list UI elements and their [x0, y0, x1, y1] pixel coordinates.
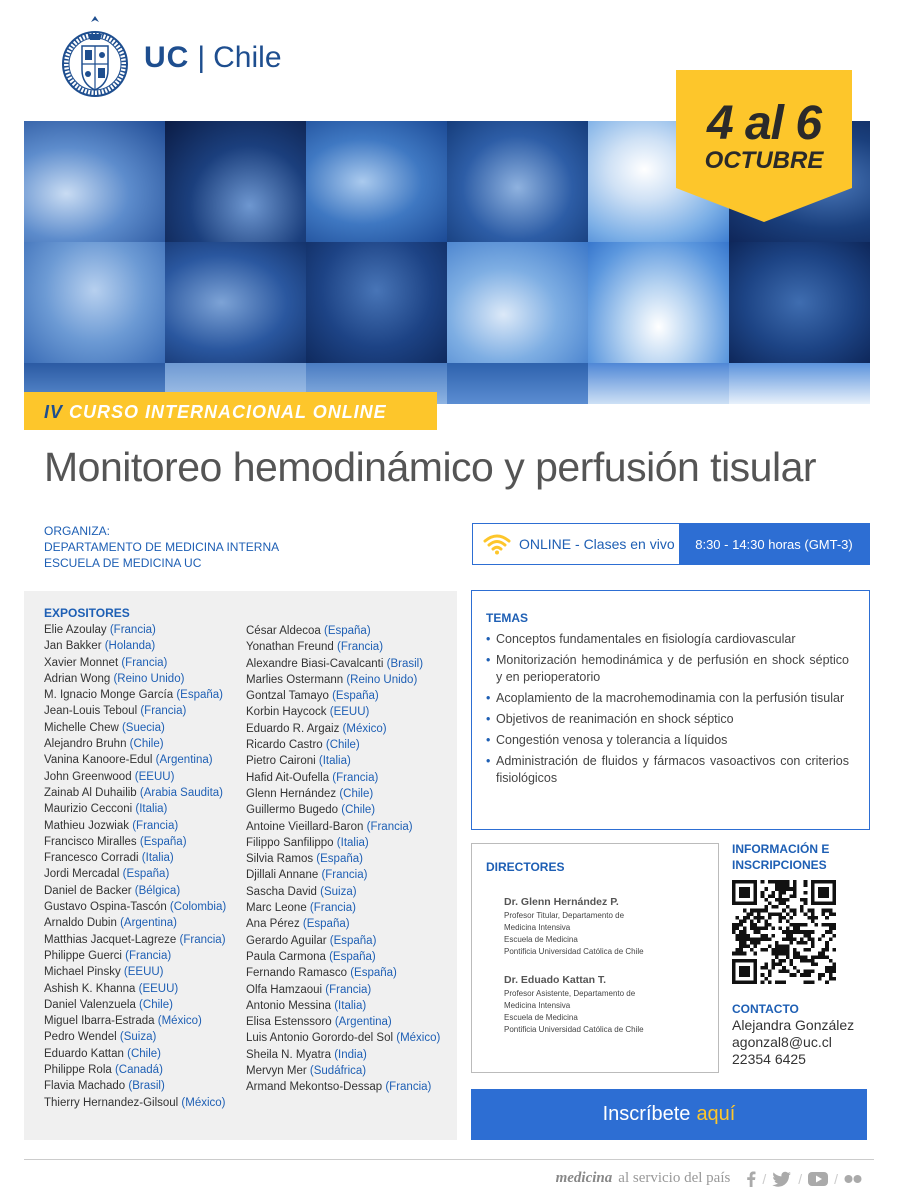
speaker-country: (Canadá) — [111, 1064, 163, 1077]
speaker-name: Elie Azoulay — [44, 624, 107, 636]
speaker-country: (India) — [331, 1048, 367, 1061]
speaker-name: Luis Antonio Gorordo-del Sol — [246, 1032, 394, 1045]
speaker-name: Antoine Vieillard-Baron — [246, 820, 364, 833]
speaker-country: (Holanda) — [101, 640, 156, 653]
date-badge — [676, 70, 852, 222]
speaker-name: Olfa Hamzaoui — [246, 983, 323, 996]
speaker-item — [246, 884, 440, 900]
flickr-icon[interactable] — [844, 1174, 862, 1184]
speaker-item — [246, 867, 440, 883]
topic-item: • Conceptos fundamentales en fisiología cardiovascular — [486, 631, 849, 648]
speaker-item — [44, 785, 226, 801]
speaker-item — [44, 1078, 226, 1094]
topic-item: • Acoplamiento de la macrohemodinamia con la perfusión tisular — [486, 690, 849, 707]
speaker-item — [246, 949, 440, 965]
speaker-country: (Reino Unido) — [110, 672, 185, 685]
speaker-name: Paula Carmona — [246, 950, 326, 963]
speaker-name: Matthias Jacquet-Lagreze — [44, 933, 177, 946]
topics-title: TEMAS — [486, 611, 528, 625]
speaker-name: Eduardo R. Argaiz — [246, 722, 340, 735]
speaker-name: Glenn Hernández — [246, 787, 337, 800]
date-month: OCTUBRE — [704, 147, 824, 174]
facebook-icon[interactable] — [746, 1171, 756, 1187]
speaker-item — [44, 655, 226, 671]
speaker-name: Fernando Ramasco — [246, 967, 347, 980]
speaker-item — [246, 900, 440, 916]
speakers-panel — [24, 591, 457, 1140]
brand-separator: | — [197, 41, 206, 74]
speaker-name: Francesco Corradi — [44, 852, 139, 865]
speaker-name: Armand Mekontso-Dessap — [246, 1081, 383, 1094]
register-button[interactable] — [471, 1089, 867, 1140]
director-1 — [504, 896, 644, 958]
speaker-country: (Italia) — [331, 999, 367, 1012]
speaker-country: (Brasil) — [125, 1080, 165, 1093]
speaker-country: (Chile) — [135, 998, 173, 1011]
speaker-name: Miguel Ibarra-Estrada — [44, 1015, 155, 1028]
speaker-item — [44, 948, 226, 964]
online-label: ONLINE - Clases en vivo — [519, 536, 675, 552]
footer-divider — [24, 1159, 874, 1160]
speaker-name: Flavia Machado — [44, 1080, 126, 1093]
course-tag — [24, 392, 437, 430]
speaker-country: (España) — [119, 868, 170, 881]
speaker-item — [246, 656, 440, 672]
speaker-name: Francisco Miralles — [44, 835, 137, 848]
speaker-name: Xavier Monnet — [44, 656, 119, 669]
speaker-name: Ana Pérez — [246, 918, 300, 931]
speaker-name: Jordi Mercadal — [44, 868, 120, 881]
speaker-item — [44, 752, 226, 768]
speaker-item — [246, 786, 440, 802]
speaker-item — [44, 932, 226, 948]
director-2 — [504, 974, 644, 1036]
speaker-name: Philippe Rola — [44, 1064, 112, 1077]
director-line: Pontificia Universidad Católica de Chile — [504, 947, 644, 956]
speaker-country: (España) — [320, 625, 371, 637]
speaker-country: (México) — [393, 1032, 441, 1045]
speaker-name: Antonio Messina — [246, 999, 332, 1012]
sky-tile — [588, 242, 729, 363]
speaker-name: César Aldecoa — [246, 625, 321, 637]
topic-item: • Objetivos de reanimación en shock séptico — [486, 711, 849, 728]
speaker-item — [246, 835, 440, 851]
sky-tile — [447, 363, 588, 404]
speaker-item — [246, 933, 440, 949]
speaker-name: Hafid Ait-Oufella — [246, 771, 330, 784]
speaker-country: (Bélgica) — [131, 884, 181, 897]
speaker-item — [44, 964, 226, 980]
speaker-name: Michael Pinsky — [44, 966, 121, 979]
speakers-title: EXPOSITORES — [44, 606, 130, 620]
topics-box — [471, 590, 870, 830]
speaker-item — [44, 866, 226, 882]
sky-tile — [588, 363, 729, 404]
speaker-name: Daniel Valenzuela — [44, 998, 136, 1011]
speakers-column-1 — [44, 622, 226, 1111]
speaker-country: (España) — [173, 689, 223, 702]
speaker-country: (Chile) — [126, 738, 164, 751]
speaker-name: Maurizio Cecconi — [44, 803, 133, 816]
director-name: Dr. Glenn Hernández P. — [504, 896, 619, 908]
speakers-column-2 — [246, 623, 440, 1096]
speaker-item — [44, 1095, 226, 1111]
sky-tile — [24, 121, 165, 242]
directors-box — [471, 843, 719, 1073]
social-links — [746, 1171, 862, 1187]
sky-tile — [306, 121, 447, 242]
sky-tile — [447, 121, 588, 242]
sky-tile — [165, 242, 306, 363]
speaker-item — [246, 1063, 440, 1079]
speaker-country: (Chile) — [338, 804, 376, 817]
speaker-item — [246, 639, 440, 655]
speaker-item — [44, 1062, 226, 1078]
speaker-item — [44, 638, 226, 654]
speaker-item — [44, 981, 226, 997]
social-separator: / — [798, 1170, 803, 1187]
footer-medicina: medicina — [555, 1170, 613, 1186]
speaker-country: (Chile) — [322, 739, 360, 752]
speaker-item — [44, 671, 226, 687]
speaker-country: (Francia) — [382, 1081, 432, 1094]
speaker-name: M. Ignacio Monge García — [44, 689, 174, 702]
organizer-label: ORGANIZA: — [44, 524, 111, 538]
speaker-country: (Arabia Saudita) — [136, 786, 223, 799]
speaker-item — [44, 850, 226, 866]
qr-code-icon[interactable] — [732, 880, 836, 984]
speaker-country: (Argentina) — [152, 754, 213, 767]
speaker-name: Thierry Hernandez-Gilsoul — [44, 1096, 179, 1109]
contact-email[interactable]: agonzal8@uc.cl — [732, 1034, 832, 1050]
speaker-country: (Francia) — [318, 869, 368, 882]
speaker-country: (Francia) — [121, 949, 172, 962]
speaker-country: (Argentina) — [116, 917, 177, 930]
university-seal-icon — [62, 12, 128, 104]
brand-uc: UC — [144, 41, 190, 74]
speaker-name: Elisa Estenssoro — [246, 1016, 332, 1029]
speaker-item — [246, 1014, 440, 1030]
speaker-name: Pietro Caironi — [246, 755, 316, 768]
director-line: Medicina Intensiva — [504, 1001, 571, 1010]
speaker-country: (México) — [339, 722, 387, 735]
social-separator: / — [762, 1170, 767, 1187]
organizer-line-2: ESCUELA DE MEDICINA UC — [44, 556, 202, 570]
speaker-name: Ashish K. Khanna — [44, 982, 136, 995]
speaker-item — [44, 769, 226, 785]
speaker-country: (Francia) — [306, 902, 356, 915]
speaker-item — [246, 1047, 440, 1063]
register-button-label: Inscríbete — [602, 1103, 691, 1125]
speaker-country: (España) — [313, 853, 363, 866]
speaker-country: (Chile) — [336, 787, 374, 800]
speaker-name: Vanina Kanoore-Edul — [44, 754, 153, 767]
speaker-country: (España) — [328, 690, 379, 703]
speaker-name: Sheila N. Myatra — [246, 1048, 332, 1061]
speaker-name: Alexandre Biasi-Cavalcanti — [246, 657, 384, 670]
speaker-name: Guillermo Bugedo — [246, 804, 339, 817]
register-button-highlight: aquí — [696, 1103, 736, 1125]
sky-tile — [306, 242, 447, 363]
speaker-name: Mathieu Jozwiak — [44, 819, 130, 832]
speaker-name: Zainab Al Duhailib — [44, 786, 137, 799]
speaker-item — [246, 1079, 440, 1095]
speaker-country: (España) — [136, 835, 187, 848]
speaker-country: (Suiza) — [116, 1031, 157, 1044]
sky-tile — [729, 363, 870, 404]
speaker-item — [44, 883, 226, 899]
sky-tile — [447, 242, 588, 363]
course-edition: IV — [44, 402, 64, 422]
speaker-item — [246, 672, 440, 688]
speaker-item — [246, 704, 440, 720]
speaker-name: Alejandro Bruhn — [44, 738, 127, 751]
director-line: Escuela de Medicina — [504, 935, 578, 944]
speaker-name: Jean-Louis Teboul — [44, 705, 138, 718]
speaker-country: (Francia) — [322, 983, 372, 996]
youtube-icon[interactable] — [808, 1172, 828, 1186]
speaker-item — [246, 802, 440, 818]
speaker-item — [246, 770, 440, 786]
footer-tagline: al servicio del país — [618, 1170, 731, 1186]
speaker-name: Yonathan Freund — [246, 641, 334, 654]
speaker-item — [246, 965, 440, 981]
speaker-country: (Chile) — [123, 1047, 161, 1060]
speaker-country: (EEUU) — [135, 982, 179, 995]
speaker-item — [44, 818, 226, 834]
speaker-name: Djillali Annane — [246, 869, 319, 882]
speaker-name: Marlies Ostermann — [246, 673, 344, 686]
speaker-country: (Francia) — [137, 705, 187, 718]
director-line: Escuela de Medicina — [504, 1013, 578, 1022]
speaker-country: (España) — [299, 918, 350, 931]
page-title: Monitoreo hemodinámico y perfusión tisular — [44, 444, 817, 490]
contact-phone[interactable]: 22354 6425 — [732, 1051, 806, 1067]
footer — [556, 1170, 862, 1187]
speaker-name: Filippo Sanfilippo — [246, 836, 334, 849]
director-line: Pontificia Universidad Católica de Chile — [504, 1025, 644, 1034]
speaker-country: (México) — [154, 1015, 202, 1028]
speaker-name: Eduardo Kattan — [44, 1047, 124, 1060]
speaker-name: Gustavo Ospina-Tascón — [44, 901, 167, 914]
speaker-country: (Brasil) — [383, 657, 424, 670]
director-line: Medicina Intensiva — [504, 923, 571, 932]
sky-tile — [24, 242, 165, 363]
director-line: Profesor Asistente, Departamento de — [504, 989, 636, 998]
speaker-name: Silvia Ramos — [246, 853, 314, 866]
date-days: 4 al 6 — [706, 97, 822, 150]
director-name: Dr. Eduado Kattan T. — [504, 974, 607, 986]
speaker-item — [44, 1013, 226, 1029]
speaker-item — [246, 916, 440, 932]
speaker-name: Daniel de Backer — [44, 884, 132, 897]
topics-list — [486, 631, 849, 787]
speaker-item — [44, 1029, 226, 1045]
speaker-country: (Italia) — [315, 755, 351, 768]
info-title — [732, 841, 829, 873]
speaker-item — [246, 623, 440, 639]
speaker-country: (EEUU) — [131, 770, 175, 783]
directors-title: DIRECTORES — [486, 860, 565, 874]
speaker-name: Gontzal Tamayo — [246, 690, 329, 703]
speaker-name: Arnaldo Dubin — [44, 917, 117, 930]
speaker-country: (Colombia) — [166, 901, 227, 914]
info-title-line-2: INSCRIPCIONES — [732, 858, 827, 872]
speaker-item — [44, 736, 226, 752]
speaker-country: (Francia) — [176, 933, 226, 946]
speaker-country: (Italia) — [132, 803, 168, 816]
speaker-country: (Francia) — [106, 624, 156, 636]
speaker-name: Jan Bakker — [44, 640, 102, 653]
contact-name: Alejandra González — [732, 1017, 855, 1033]
topic-item: • Administración de fluidos y fármacos vasoactivos con criterios fisiológicos — [486, 753, 849, 787]
speaker-item — [246, 982, 440, 998]
speaker-name: Michelle Chew — [44, 721, 119, 734]
speaker-country: (Argentina) — [331, 1016, 392, 1029]
speaker-name: Philippe Guerci — [44, 949, 122, 962]
speaker-name: Ricardo Castro — [246, 739, 323, 752]
speaker-item — [246, 819, 440, 835]
speaker-country: (EEUU) — [120, 966, 164, 979]
speaker-country: (España) — [347, 967, 397, 980]
speaker-name: Mervyn Mer — [246, 1065, 307, 1078]
speaker-country: (Suecia) — [118, 721, 165, 734]
organizer-block — [44, 523, 279, 571]
info-title-line-1: INFORMACIÓN E — [732, 842, 830, 856]
speaker-country: (Francia) — [129, 819, 179, 832]
speaker-item — [246, 851, 440, 867]
online-info-box — [472, 523, 870, 565]
speaker-item — [44, 1046, 226, 1062]
speaker-country: (Suiza) — [316, 885, 357, 898]
speaker-country: (España) — [326, 934, 377, 947]
speaker-country: (Sudáfrica) — [306, 1065, 367, 1078]
speaker-country: (Francia) — [329, 771, 379, 784]
speaker-item — [246, 1030, 440, 1046]
speaker-country: (Francia) — [363, 820, 413, 833]
sky-tile — [729, 242, 870, 363]
speaker-name: Sascha David — [246, 885, 317, 898]
speaker-name: Korbin Haycock — [246, 706, 327, 719]
director-line: Profesor Titular, Departamento de — [504, 911, 625, 920]
twitter-icon[interactable] — [772, 1171, 792, 1187]
speaker-item — [44, 899, 226, 915]
speaker-country: (Italia) — [138, 852, 174, 865]
speaker-name: Adrian Wong — [44, 672, 111, 685]
speaker-country: (EEUU) — [326, 706, 370, 719]
speaker-item — [246, 688, 440, 704]
topic-item: • Monitorización hemodinámica y de perfusión en shock séptico y en perioperatorio — [486, 652, 849, 686]
speaker-item — [44, 997, 226, 1013]
course-label: CURSO INTERNACIONAL ONLINE — [69, 402, 387, 422]
brand-chile: Chile — [213, 41, 282, 74]
wifi-icon — [483, 533, 511, 555]
speaker-item — [44, 801, 226, 817]
speaker-item — [44, 720, 226, 736]
social-separator: / — [834, 1170, 838, 1187]
contact-title: CONTACTO — [732, 1002, 799, 1016]
speaker-item — [246, 721, 440, 737]
speaker-item — [44, 915, 226, 931]
speaker-name: Gerardo Aguilar — [246, 934, 327, 947]
speaker-country: (Francia) — [118, 656, 168, 669]
speaker-item — [44, 687, 226, 703]
sky-tile — [165, 121, 306, 242]
topic-item: • Congestión venosa y tolerancia a líquidos — [486, 732, 849, 749]
uc-chile-logo — [62, 12, 282, 104]
speaker-item — [44, 703, 226, 719]
speaker-country: (Italia) — [333, 836, 369, 849]
speaker-item — [246, 753, 440, 769]
contact-block — [732, 1017, 854, 1068]
speaker-name: John Greenwood — [44, 770, 132, 783]
speaker-name: Marc Leone — [246, 902, 307, 915]
speaker-item — [44, 622, 226, 638]
speaker-country: (Reino Unido) — [343, 673, 418, 686]
speaker-country: (México) — [178, 1096, 226, 1109]
speaker-item — [246, 998, 440, 1014]
schedule-hours: 8:30 - 14:30 horas (GMT-3) — [679, 524, 869, 564]
speaker-country: (Francia) — [333, 641, 384, 654]
speaker-name: Pedro Wendel — [44, 1031, 117, 1044]
speaker-item — [44, 834, 226, 850]
organizer-line-1: DEPARTAMENTO DE MEDICINA INTERNA — [44, 540, 280, 554]
speaker-item — [246, 737, 440, 753]
speaker-country: (España) — [325, 950, 376, 963]
